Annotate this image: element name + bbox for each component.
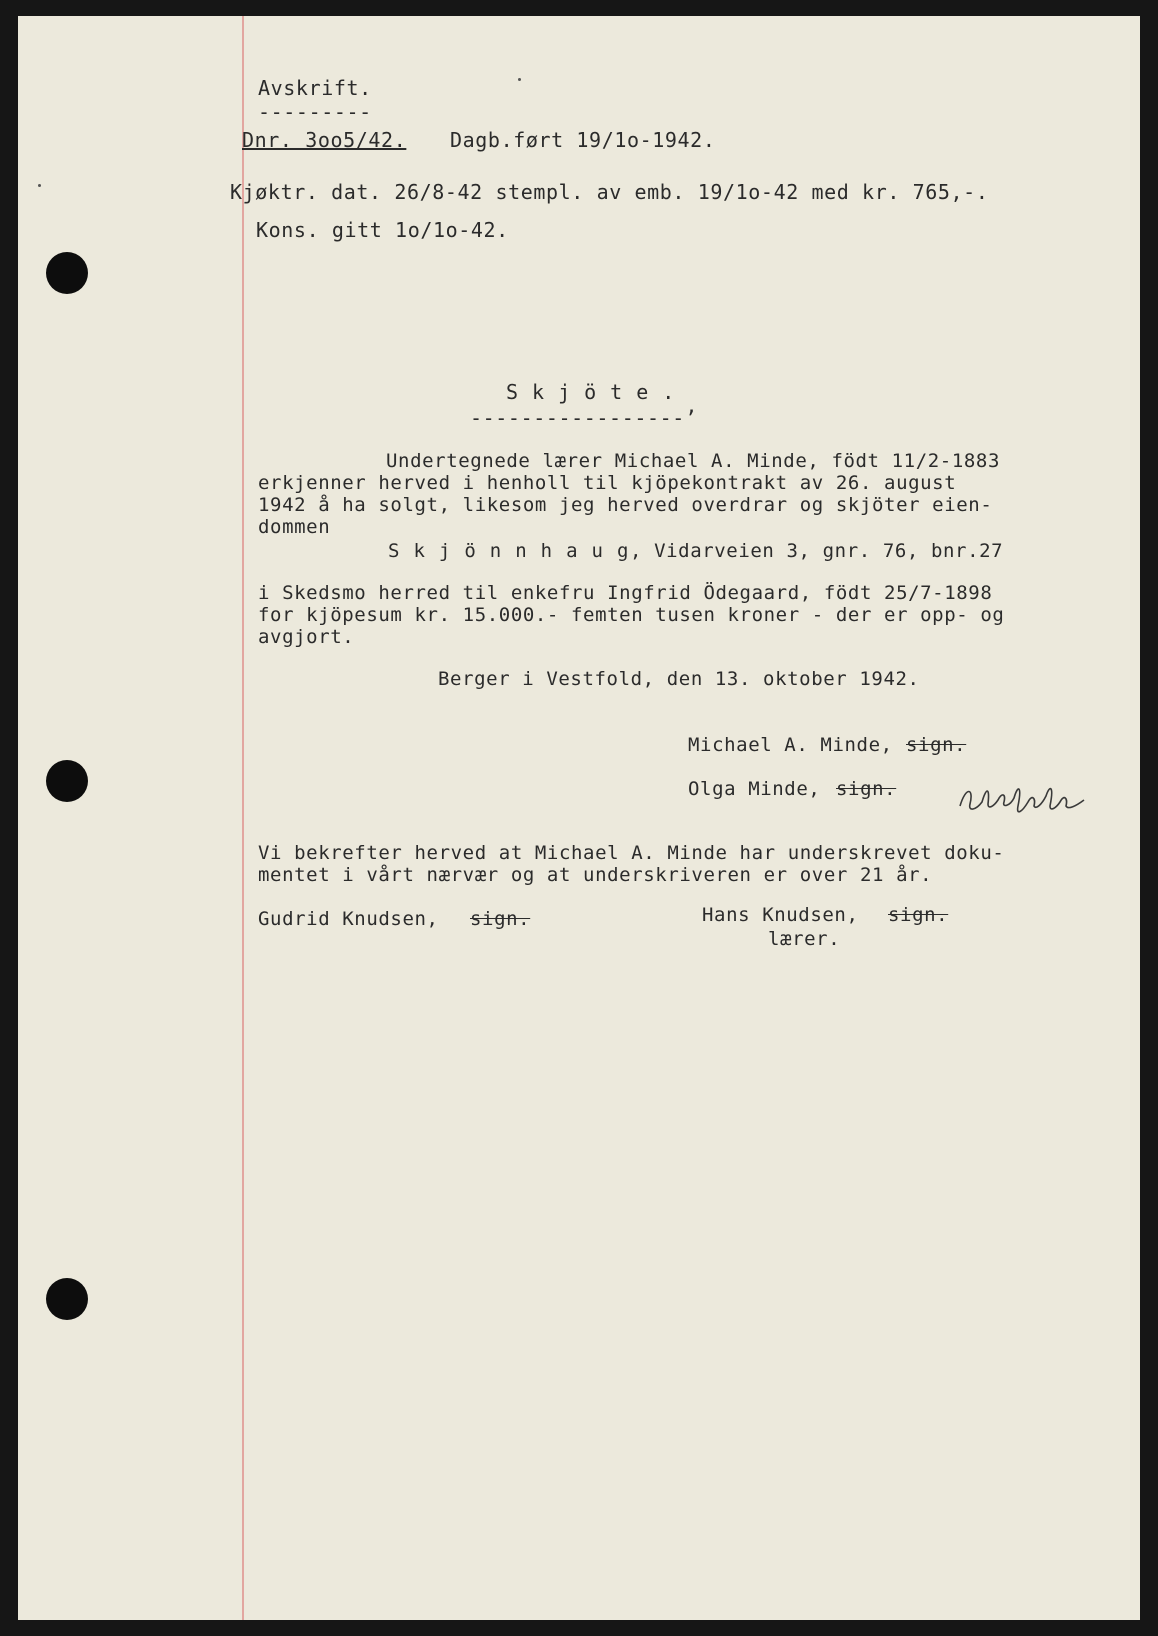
witness-statement-line: Vi bekrefter herved at Michael A. Minde har underskrevet doku- [258,842,1005,864]
deed-paragraph-line: erkjenner herved i henholl til kjöpekontrakt av 26. august [258,472,957,494]
punch-hole [46,252,88,294]
margin-line [242,16,244,1620]
heading-underline: -----------------’ [470,406,698,430]
witness-statement-line: mentet i vårt nærvær og at underskriveren er over 21 år. [258,864,933,886]
document-page [18,16,1140,1620]
seller-signature-mark: sign. [906,734,967,756]
dnr-number: Dnr. 3oo5/42. [242,128,407,152]
title-underline: --------- [258,100,372,124]
ink-speck [518,78,521,81]
seller-signature-name: Michael A. Minde, [688,734,893,756]
consent-line: Kons. gitt 1o/1o-42. [256,218,509,242]
deed-paragraph-line: for kjöpesum kr. 15.000.- femten tusen kroner - der er opp- og [258,604,1005,626]
deed-paragraph-line: 1942 å ha solgt, likesom jeg herved overdrar og skjöter eien- [258,494,993,516]
spouse-signature-mark: sign. [836,778,897,800]
witness-2-mark: sign. [888,904,949,926]
deed-paragraph-line: Undertegnede lærer Michael A. Minde, födt 11/2-1883 [386,450,1000,472]
ink-speck [38,184,41,187]
place-date: Berger i Vestfold, den 13. oktober 1942. [438,668,920,690]
witness-2-name: Hans Knudsen, [702,904,859,926]
deed-paragraph-line: avgjort. [258,626,355,648]
witness-2-title: lærer. [768,928,841,950]
registration-line: Kjøktr. dat. 26/8-42 stempl. av emb. 19/1o-42 med kr. 765,-. [230,180,989,204]
document-title: Avskrift. [258,76,372,100]
spouse-signature-name: Olga Minde, [688,778,821,800]
property-name: Skjönnhaug [388,540,643,562]
property-details: , Vidarveien 3, gnr. 76, bnr.27 [630,540,1004,562]
punch-hole [46,1278,88,1320]
diary-date: Dagb.ført 19/1o-1942. [450,128,716,152]
deed-paragraph-line: i Skedsmo herred til enkefru Ingfrid Ödegaard, födt 25/7-1898 [258,582,993,604]
punch-hole [46,760,88,802]
handwritten-annotation [956,776,1096,826]
deed-heading: Skjöte. [506,380,689,404]
witness-1-name: Gudrid Knudsen, [258,908,439,930]
witness-1-mark: sign. [470,908,531,930]
deed-paragraph-line: dommen [258,516,331,538]
